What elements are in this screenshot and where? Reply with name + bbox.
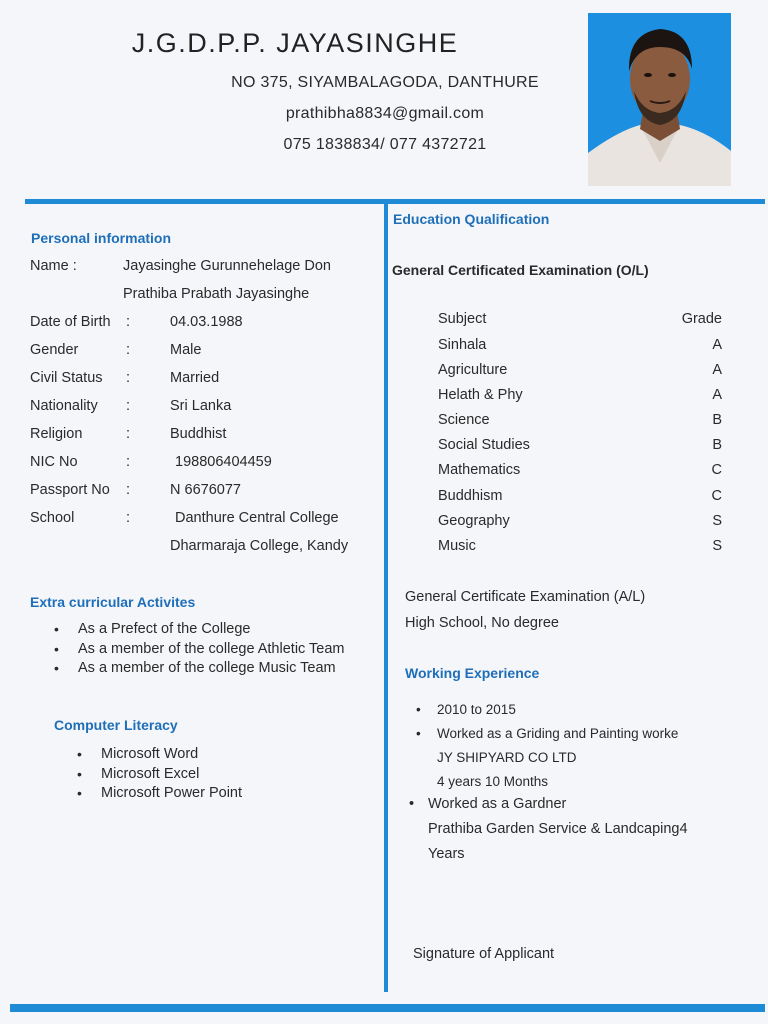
subject-cell: Agriculture — [438, 362, 508, 378]
detail-value: Buddhist — [170, 426, 227, 442]
detail-colon: : — [126, 342, 131, 358]
detail-value: Sri Lanka — [170, 398, 232, 414]
detail-value: 198806404459 — [175, 454, 272, 470]
detail-colon: : — [126, 454, 131, 470]
name-value-line2: Prathiba Prabath Jayasinghe — [123, 286, 310, 302]
al-title: General Certificate Examination (A/L) — [405, 589, 646, 605]
grade-cell: A — [712, 387, 722, 403]
detail-label: School — [30, 510, 75, 526]
al-value: High School, No degree — [405, 615, 559, 631]
grade-cell: B — [712, 437, 722, 453]
profile-photo — [588, 13, 731, 186]
table-row — [0, 488, 768, 508]
detail-label: Nationality — [30, 398, 98, 414]
list-item: • Microsoft Excel — [77, 765, 242, 785]
table-row — [0, 387, 768, 407]
detail-label: Gender — [30, 342, 79, 358]
computer-literacy-heading: Computer Literacy — [54, 717, 178, 733]
list-item: • As a Prefect of the College — [54, 620, 345, 640]
list-item: • Microsoft Power Point — [77, 784, 242, 804]
detail-value: N 6676077 — [170, 482, 241, 498]
work-company-2: Prathiba Garden Service & Landcaping4 — [428, 821, 688, 837]
email: prathibha8834@gmail.com — [285, 105, 485, 122]
ol-title: General Certificated Examination (O/L) — [392, 262, 649, 278]
detail-colon: : — [126, 426, 131, 442]
detail-label: Civil Status — [30, 370, 103, 386]
computer-literacy-list — [77, 745, 242, 804]
subject-cell: Geography — [438, 513, 510, 529]
grade-cell: B — [712, 412, 722, 428]
work-company-1: JY SHIPYARD CO LTD — [437, 750, 577, 765]
work-item-bullet: • — [416, 726, 421, 741]
grade-cell: C — [711, 462, 722, 478]
table-row — [0, 362, 768, 382]
detail-colon: : — [126, 370, 131, 386]
name-value-line1: Jayasinghe Gurunnehelage Don — [123, 258, 331, 274]
detail-colon: : — [126, 510, 131, 526]
address: NO 375, SIYAMBALAGODA, DANTHURE — [231, 74, 539, 91]
work-duration-2: Years — [428, 846, 465, 862]
subject-cell: Sinhala — [438, 337, 487, 353]
detail-colon: : — [126, 482, 131, 498]
detail-label: Passport No — [30, 482, 110, 498]
table-row — [0, 337, 768, 357]
work-duration-1: 4 years 10 Months — [437, 774, 549, 789]
detail-value: Male — [170, 342, 202, 358]
detail-label: NIC No — [30, 454, 78, 470]
subject-cell: Buddhism — [438, 488, 503, 504]
detail-value: Married — [170, 370, 220, 386]
school-value-line2: Dharmaraja College, Kandy — [170, 538, 349, 554]
bottom-divider — [10, 1004, 765, 1012]
detail-colon: : — [126, 314, 131, 330]
work-item-bullet: • — [416, 702, 421, 717]
work-item-bullet: • — [409, 796, 415, 812]
grade-cell: A — [712, 337, 722, 353]
grade-header: Grade — [681, 311, 722, 327]
extra-curricular-heading: Extra curricular Activites — [30, 594, 196, 610]
list-item: • As a member of the college Athletic Team — [54, 640, 345, 660]
work-role-2: Worked as a Gardner — [428, 796, 567, 812]
table-row — [0, 513, 768, 533]
extra-curricular-list — [54, 620, 345, 679]
top-divider — [25, 199, 765, 204]
subject-cell: Helath & Phy — [438, 387, 523, 403]
table-header-row — [0, 311, 768, 331]
work-role-1: Worked as a Griding and Painting worke — [437, 726, 679, 741]
detail-value: 04.03.1988 — [170, 314, 243, 330]
table-row — [0, 412, 768, 432]
subject-header: Subject — [438, 311, 487, 327]
table-row — [0, 462, 768, 482]
table-row — [0, 437, 768, 457]
grade-cell: C — [711, 488, 722, 504]
detail-label: Date of Birth — [30, 314, 111, 330]
signature-label: Signature of Applicant — [413, 946, 555, 962]
grade-cell: S — [712, 513, 722, 529]
grade-cell: S — [712, 538, 722, 554]
detail-label: Religion — [30, 426, 83, 442]
work-experience-heading: Working Experience — [405, 665, 540, 681]
list-item: • Microsoft Word — [77, 745, 242, 765]
list-item: • As a member of the college Music Team — [54, 659, 345, 679]
subject-cell: Social Studies — [438, 437, 530, 453]
name-label: Name : — [30, 258, 77, 274]
education-heading: Education Qualification — [393, 211, 550, 227]
grade-cell: A — [712, 362, 722, 378]
detail-value: Danthure Central College — [175, 510, 339, 526]
detail-colon: : — [126, 398, 131, 414]
phone: 075 1838834/ 077 4372721 — [283, 136, 487, 153]
work-period: 2010 to 2015 — [437, 702, 516, 717]
personal-info-heading: Personal information — [31, 230, 172, 246]
table-row — [0, 538, 768, 558]
subject-cell: Music — [438, 538, 476, 554]
subject-cell: Science — [438, 412, 490, 428]
applicant-name: J.G.D.P.P. JAYASINGHE — [131, 28, 459, 58]
subject-cell: Mathematics — [438, 462, 521, 478]
